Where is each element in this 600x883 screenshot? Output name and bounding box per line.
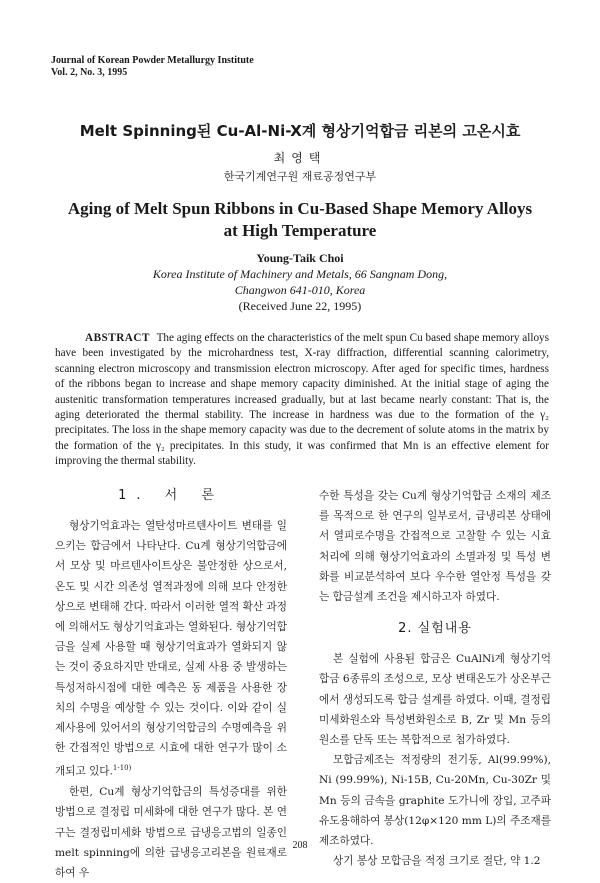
citation-ref: 1-10) — [112, 764, 132, 773]
section-gap — [319, 607, 551, 619]
journal-name: Journal of Korean Powder Metallurgy Institute — [51, 55, 254, 66]
experiment-paragraph-2: 모합금제조는 적정량의 전기동, Al(99.99%), Ni (99.99%), Ni-15B, Cu-20Mn, Cu-30Zr 및 Mn 등의 금속을 graphite 도가니에 장입, 고주파유도용해하여 봉상(12φ×120 mm L)의 주조재를 제조하였다. — [319, 754, 551, 848]
affiliation-korean: 한국기계연구원 재료공정연구부 — [223, 170, 377, 183]
left-column — [55, 486, 287, 883]
intro-paragraph-2: 한편, Cu계 형상기억합금의 특성증대를 위한 방법으로 결정립 미세화에 대한 연구가 많다. 본 연구는 결정립미세화 방법으로 급냉응고법의 일종인 melt spinning에 의한 급냉응고리본을 원료재로 하여 우 — [55, 786, 287, 879]
affiliation-line-1: Korea Institute of Machinery and Metals, 66 Sangnam Dong, — [152, 267, 448, 281]
received-date: (Received June 22, 1995) — [238, 299, 362, 313]
right-column — [319, 486, 551, 871]
affiliation-english — [0, 266, 600, 314]
experiment-paragraph-1: 본 실험에 사용된 합금은 CuAlNi계 형상기억합금 6종류의 조성으로, 모상 변태온도가 상온부근에서 생성되도록 합금 설계를 하였다. 이때, 결정립미세화원소와 특성변화원소로 B, Zr 및 Mn 등의 원소를 단독 또는 복합적으로 첨가하였다. — [319, 653, 551, 747]
author-english: Young-Taik Choi — [256, 251, 344, 265]
page-number: 208 — [292, 840, 308, 851]
abstract — [55, 331, 549, 470]
title-korean: Melt Spinning된 Cu-Al-Ni-X계 형상기억합금 리본의 고온시효 — [79, 122, 521, 140]
affiliation-line-2: Changwon 641-010, Korea — [234, 283, 366, 297]
section-heading-experiment: 2. 실험내용 — [398, 621, 472, 637]
abstract-text: The aging effects on the characteristics of the melt spun Cu based shape memory alloys have been investigated by the microhardness test, X-ray diffraction, differential scanning calorimetry, scanning electron microscopy and transmission electron microscopy. After aged for specific times, hardness of the ribbons began to increase and shape memory capacity diminished. At the initial stage of aging the austenitic transformation temperatures increased gradually, but at last became nearly constant: That is, the aging deteriorated the thermal stability. The increase in hardness was due to the formation of the γ₂ precipitates. The loss in the shape memory capacity was due to the decrement of solute atoms in the matrix by the formation of the γ₂ precipitates. In this study, it was confirmed that Mn is an effective element for improving the thermal stability. — [55, 332, 549, 468]
intro-continuation: 수한 특성을 갖는 Cu계 형상기억합금 소재의 제조를 목적으로 한 연구의 일부로서, 급냉리본 상태에서 열피로수명을 간접적으로 고찰할 수 있는 시효처리에 의해 형상기억효과의 소멸과정 및 특성 변화를 비교분석하여 보다 우수한 열안정 특성을 갖는 합금설계 조건을 제시하고자 하였다. — [319, 490, 551, 604]
intro-paragraph-1-text: 형상기억효과는 열탄성마르텐사이트 변태를 일으키는 합금에서 나타난다. Cu계 형상기억합금에서 모상 및 마르텐사이트상은 불안정한 상으로서, 온도 및 시간 의존성 열적과정에 의해 보다 안정한 상으로 변태해 간다. 따라서 이러한 열적 확산 과정에 의해서도 형상기억효과는 열화된다. 형상기억합금을 실제 사용할 때 형상기억효과가 열화되지 않는 것이 중요하지만 반대로, 실제 사용 중 발생하는 특성저하시점에 대한 예측은 동 제품을 사용한 장치의 수명을 예상할 수 있는 것이다. 이와 같이 실제사용에 있어서의 형상기억합금의 수명예측을 위한 간접적인 방법으로 시효에 대한 연구가 많이 소개되고 있다. — [55, 520, 287, 778]
journal-volume: Vol. 2, No. 3, 1995 — [51, 67, 128, 78]
journal-header — [51, 55, 254, 79]
section-heading-introduction: 1. 서 론 — [118, 488, 224, 503]
title-english: Aging of Melt Spun Ribbons in Cu-Based Shape Memory Alloys at High Temperature — [67, 199, 533, 240]
intro-paragraph-1 — [55, 516, 287, 782]
abstract-label: ABSTRACT — [85, 332, 150, 344]
author-korean: 최영택 — [273, 151, 327, 165]
experiment-paragraph-3: 상기 봉상 모합금을 적정 크기로 절단, 약 1.2 — [333, 855, 541, 868]
